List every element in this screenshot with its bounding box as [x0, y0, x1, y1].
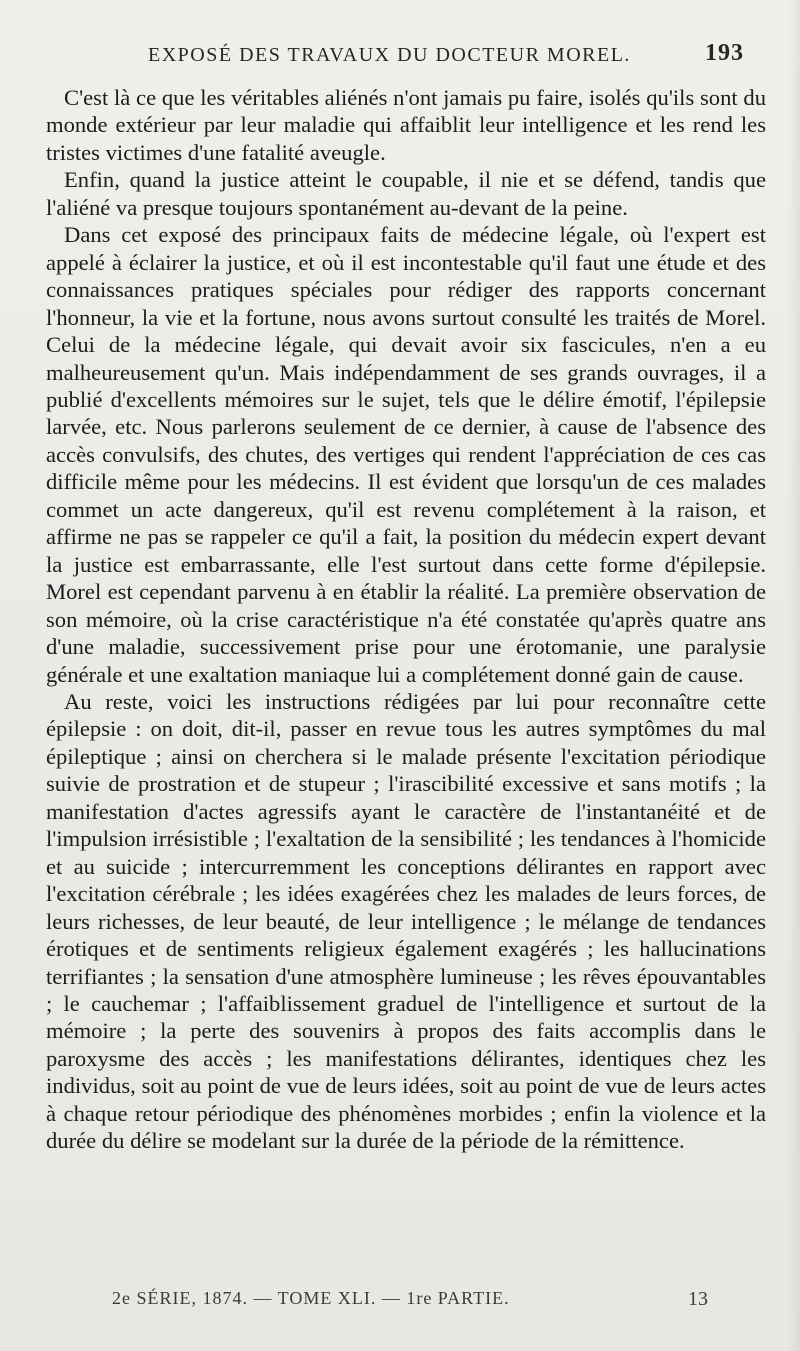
- footer: [112, 1288, 708, 1314]
- paragraph-2: Enfin, quand la justice atteint le coupable, il nie et se défend, tandis que l'aliéné va presque toujours spontanément au-devant de la peine.: [46, 167, 766, 220]
- page-number: 193: [705, 40, 744, 66]
- paragraph-4: Au reste, voici les instructions rédigées par lui pour reconnaître cette épilepsie : on doit, dit-il, passer en revue tous les autres symptômes du mal épileptique ; ainsi on cherchera si le malade présente l'excitation périodique suivie de prostration et de stupeur ; l'irascibilité excessive et sans motifs ; la manifestation d'actes agressifs ayant le caractère de l'instantanéité et de l'impulsion irrésistible ; l'exaltation de la sensibilité ; les tendances à l'homicide et au suicide ; intercurremment les conceptions délirantes en rapport avec l'excitation cérébrale ; les idées exagérées chez les malades de leurs forces, de leurs richesses, de leur beauté, de leur intelligence ; le mélange de tendances érotiques et de sentiments religieux également exagérés ; les hallucinations terrifiantes ; la sensation d'une atmosphère lumineuse ; les rêves épouvantables ; le cauchemar ; l'affaiblissement graduel de l'intelligence et surtout de la mémoire ; la perte des souvenirs à propos des faits accomplis dans le paroxysme des accès ; les manifestations délirantes, identiques chez les individus, soit au point de vue de leurs idées, soit au point de vue de leurs actes à chaque retour périodique des phénomènes morbides ; enfin la violence et la durée du délire se modelant sur la durée de la période de la rémittence.: [46, 688, 766, 1154]
- signature-mark: 13: [688, 1288, 708, 1310]
- page-edge-shadow: [788, 0, 800, 1351]
- paragraph-1: C'est là ce que les véritables aliénés n'ont jamais pu faire, isolés qu'ils sont du monde extérieur par leur maladie qui affaiblit leur intelligence et les rend les tristes victimes d'une fatalité aveugle.: [46, 85, 766, 165]
- footer-series: 2e SÉRIE, 1874. — TOME XLI. — 1re PARTIE.: [112, 1288, 510, 1308]
- running-title: EXPOSÉ DES TRAVAUX DU DOCTEUR MOREL.: [148, 44, 631, 66]
- body-text: [46, 84, 766, 1155]
- running-head: [148, 40, 744, 68]
- paragraph-3: Dans cet exposé des principaux faits de médecine légale, où l'expert est appelé à éclairer la justice, et où il est incontestable qu'il faut une étude et des connaissances pratiques spéciales pour rédiger des rapports concernant l'honneur, la vie et la fortune, nous avons surtout consulté les traités de Morel. Celui de la médecine légale, qui devait avoir six fascicules, n'en a eu malheureusement qu'un. Mais indépendamment de ses grands ouvrages, il a publié d'excellents mémoires sur le sujet, tels que le délire émotif, l'épilepsie larvée, etc. Nous parlerons seulement de ce dernier, à cause de l'absence des accès convulsifs, des chutes, des vertiges qui rendent l'appréciation de ces cas difficile même pour les médecins. Il est évident que lorsqu'un de ces malades commet un acte dangereux, qu'il est revenu complétement à la raison, et affirme ne pas se rappeler ce qu'il a fait, la position du médecin expert devant la justice est embarrassante, elle l'est surtout dans cette forme d'épilepsie. Morel est cependant parvenu à en établir la réalité. La première observation de son mémoire, où la crise caractéristique n'a été constatée qu'après quatre ans d'une maladie, successivement prise pour une érotomanie, une paralysie générale et une exaltation maniaque lui a complétement donné gain de cause.: [46, 222, 766, 687]
